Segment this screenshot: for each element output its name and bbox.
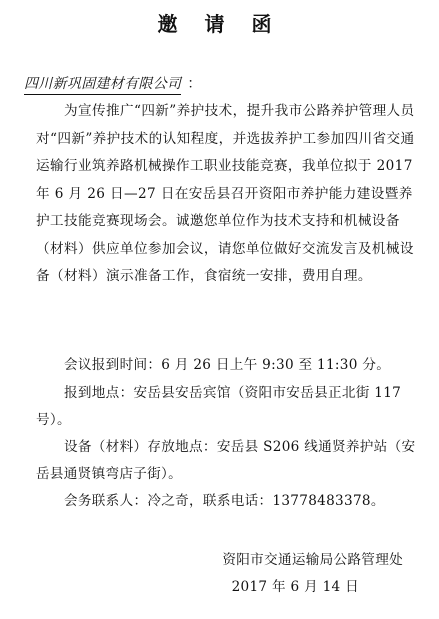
check-in-location: 报到地点：安岳县安岳宾馆（资阳市安岳县正北街 117 号）。 bbox=[36, 385, 402, 428]
main-paragraph: 为宣传推广“四新”养护技术，提升我市公路养护管理人员对“四新”养护技术的认知程度，并选拔养护工参加四川省交通运输行业筑养路机械操作工职业技能竞赛，我单位拟于 2017 年 6 月 26 日—27 日在安岳县召开资阳市养护能力建设暨养护工技能竞赛现场会。诚邀您单位作为技术支持和机械设备（材料）供应单位参加会议，请您单位做好交流发言及机械设备（材料）演示准备工作，食宿统一安排，费用自理。 bbox=[36, 103, 415, 284]
issuer-name: 资阳市交通运输局公路管理处 bbox=[222, 552, 403, 568]
recipient-name: 四川新巩固建材有限公司 bbox=[24, 74, 181, 95]
recipient-line bbox=[24, 74, 201, 95]
issue-date: 2017 年 6 月 14 日 bbox=[231, 579, 359, 595]
document-title: 邀 请 函 bbox=[157, 12, 282, 36]
contact-info: 会务联系人：冷之奇，联系电话：13778483378。 bbox=[64, 493, 385, 509]
equipment-location: 设备（材料）存放地点：安岳县 S206 线通贤养护站（安岳县通贤镇弯店子街）。 bbox=[36, 439, 416, 482]
meeting-time: 会议报到时间：6 月 26 日上午 9:30 至 11:30 分。 bbox=[64, 357, 391, 373]
recipient-colon: ： bbox=[187, 76, 202, 92]
